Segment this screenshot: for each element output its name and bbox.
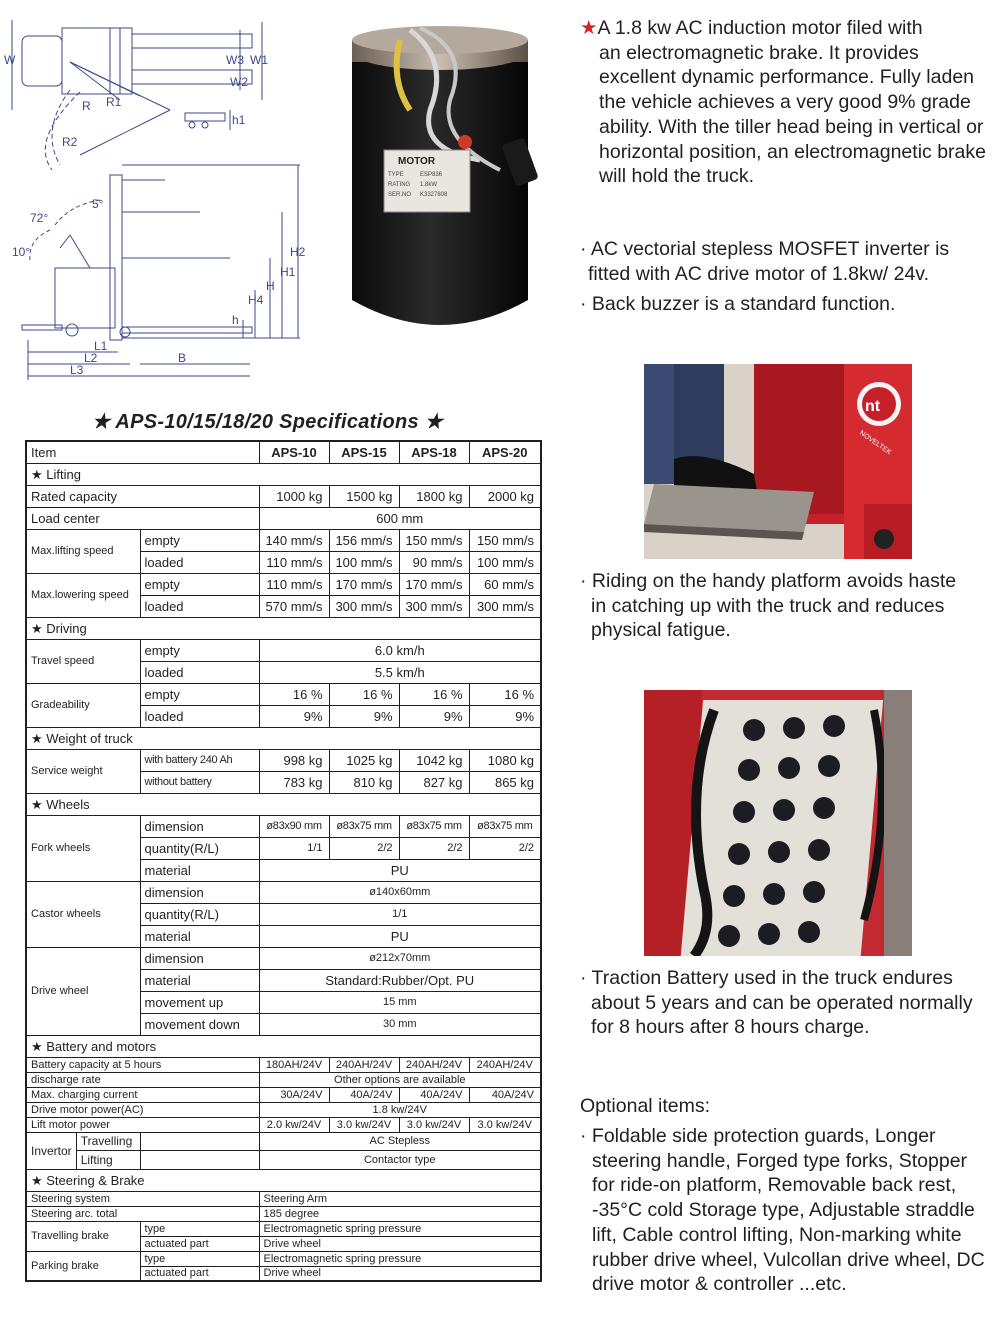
section-row <box>26 1035 541 1057</box>
red-star-icon: ★ <box>580 17 598 39</box>
table-row <box>26 1102 541 1117</box>
cell-value: 1500 kg <box>329 485 399 507</box>
dim-w3: W3 <box>226 53 244 67</box>
dim-angle-10: 10° <box>12 245 31 259</box>
section-wheels: ★ Wheels <box>26 793 541 815</box>
cell-value: 180AH/24V <box>259 1057 329 1072</box>
cell-value: ø83x90 mm <box>259 815 329 837</box>
cell-value: 2/2 <box>469 837 541 859</box>
row-label: Lift motor power <box>26 1117 259 1132</box>
table-row <box>26 683 541 705</box>
sub-label: empty <box>140 683 259 705</box>
cell-value: 240AH/24V <box>329 1057 399 1072</box>
row-label: Gradeability <box>26 683 140 727</box>
cell-value: 30 mm <box>259 1013 541 1035</box>
cell-value: 240AH/24V <box>399 1057 469 1072</box>
sub-label: loaded <box>140 705 259 727</box>
table-row <box>26 1221 541 1236</box>
cell-value: 9% <box>399 705 469 727</box>
dim-h1-top: h1 <box>232 113 246 127</box>
cell-value: 110 mm/s <box>259 551 329 573</box>
motor-plate-rating: RATING <box>388 182 411 188</box>
sub-label: actuated part <box>140 1266 259 1281</box>
cell-value: 110 mm/s <box>259 573 329 595</box>
table-row <box>26 529 541 551</box>
cell-value: Electromagnetic spring pressure <box>259 1251 541 1266</box>
sub-label: loaded <box>140 661 259 683</box>
cell-value: 3.0 kw/24V <box>469 1117 541 1132</box>
row-label: Drive motor power(AC) <box>26 1102 259 1117</box>
dim-w1: W1 <box>250 53 268 67</box>
inverter-feature-rest: fitted with AC drive motor of 1.8kw/ 24v. <box>588 262 930 285</box>
dim-w2: W2 <box>230 75 248 89</box>
motor-plate-rating-value: 1.8kW <box>420 182 438 188</box>
table-row <box>26 573 541 595</box>
spacer <box>140 1151 259 1170</box>
cell-value: Drive wheel <box>259 1236 541 1251</box>
section-row <box>26 617 541 639</box>
table-row <box>26 441 541 463</box>
sub-label: dimension <box>140 881 259 903</box>
cell-value: 100 mm/s <box>469 551 541 573</box>
cell-value: Steering Arm <box>259 1191 541 1206</box>
cell-value: 865 kg <box>469 771 541 793</box>
sub-label: with battery 240 Ah <box>140 749 259 771</box>
table-row <box>26 1087 541 1102</box>
cell-value: 5.5 km/h <box>259 661 541 683</box>
row-label: Max. charging current <box>26 1087 259 1102</box>
cell-value: 998 kg <box>259 749 329 771</box>
row-label: Battery capacity at 5 hours <box>26 1057 259 1072</box>
battery-feature-rest: about 5 years and can be operated normally for 8 hours after 8 hours charge. <box>591 991 973 1039</box>
cell-value: 15 mm <box>259 991 541 1013</box>
cell-value: 9% <box>469 705 541 727</box>
table-row <box>27 1133 140 1151</box>
cell-value: 40A/24V <box>329 1087 399 1102</box>
header-model: APS-15 <box>329 441 399 463</box>
battery-feature-text <box>580 966 990 1040</box>
top-view-drive-unit <box>22 36 62 86</box>
row-label: discharge rate <box>26 1072 259 1087</box>
cell-value: 6.0 km/h <box>259 639 541 661</box>
table-row <box>26 749 541 771</box>
dim-h2: H2 <box>290 245 306 259</box>
cell-value: 600 mm <box>259 507 541 529</box>
motor-feature-rest: an electromagnetic brake. It provides excellent dynamic performance. Fully laden the vehicle achieves a very good 9% grade ability. With the tiller head being in vertical or horizontal position, an electromagnetic brake will hold the truck. <box>599 41 986 188</box>
cell-value: AC Stepless <box>259 1132 541 1151</box>
cell-value: 3.0 kw/24V <box>399 1117 469 1132</box>
cell-value: 16 % <box>469 683 541 705</box>
sub-label: actuated part <box>140 1236 259 1251</box>
row-label: Parking brake <box>26 1251 140 1281</box>
sub-label: Travelling <box>76 1133 139 1151</box>
section-battery: ★ Battery and motors <box>26 1035 541 1057</box>
cell-value: 2/2 <box>329 837 399 859</box>
cell-value: Electromagnetic spring pressure <box>259 1221 541 1236</box>
cell-value: Contactor type <box>259 1151 541 1170</box>
dim-angle-72: 72° <box>30 211 49 225</box>
dim-h1: H1 <box>280 265 296 279</box>
dim-r: R <box>82 99 91 113</box>
sub-label: loaded <box>140 551 259 573</box>
cell-value: ø83x75 mm <box>329 815 399 837</box>
section-row <box>26 1169 541 1191</box>
sub-label: type <box>140 1251 259 1266</box>
cell-value: 170 mm/s <box>329 573 399 595</box>
spec-title: ★ APS-10/15/18/20 Specifications ★ <box>92 411 444 433</box>
sub-label: empty <box>140 529 259 551</box>
invertor-cell <box>26 1132 140 1169</box>
optional-items-text <box>580 1124 995 1297</box>
dim-r1: R1 <box>106 95 122 109</box>
cell-value: 140 mm/s <box>259 529 329 551</box>
cell-value: 1025 kg <box>329 749 399 771</box>
table-row <box>26 1132 541 1151</box>
row-label: Load center <box>26 507 259 529</box>
motor-feature-first-line: A 1.8 kw AC induction motor filed with <box>597 17 923 39</box>
cell-value: 1042 kg <box>399 749 469 771</box>
cell-value: 1/1 <box>259 903 541 925</box>
sub-label: material <box>140 859 259 881</box>
motor-photo <box>340 20 540 340</box>
row-label: Steering system <box>26 1191 259 1206</box>
section-steering: ★ Steering & Brake <box>26 1169 541 1191</box>
header-model: APS-18 <box>399 441 469 463</box>
cell-value: 300 mm/s <box>329 595 399 617</box>
cell-value: 240AH/24V <box>469 1057 541 1072</box>
sub-label: quantity(R/L) <box>140 837 259 859</box>
sub-label: material <box>140 969 259 991</box>
cell-value: 2/2 <box>399 837 469 859</box>
cell-value: 100 mm/s <box>329 551 399 573</box>
optional-items-first-line: · Foldable side protection guards, Longer <box>580 1125 936 1147</box>
section-row <box>26 793 541 815</box>
cell-value: 3.0 kw/24V <box>329 1117 399 1132</box>
sub-label: empty <box>140 573 259 595</box>
motor-feature-text <box>580 16 990 189</box>
side-view-mast <box>110 175 122 340</box>
cell-value: 40A/24V <box>469 1087 541 1102</box>
cell-value: 1800 kg <box>399 485 469 507</box>
table-row <box>26 881 541 903</box>
cell-value: 150 mm/s <box>469 529 541 551</box>
spec-table <box>25 440 542 1282</box>
table-row <box>26 1251 541 1266</box>
platform-logo-mark: nt <box>865 398 881 415</box>
table-row <box>26 1191 541 1206</box>
dim-w: W <box>4 53 16 67</box>
section-driving: ★ Driving <box>26 617 541 639</box>
platform-feature-first-line: · Riding on the handy platform avoids haste <box>580 570 957 592</box>
sub-label: movement up <box>140 991 259 1013</box>
cell-value: 1080 kg <box>469 749 541 771</box>
cell-value: 2000 kg <box>469 485 541 507</box>
cell-value: 9% <box>329 705 399 727</box>
header-item: Item <box>26 441 259 463</box>
cell-value: 16 % <box>259 683 329 705</box>
sub-label: type <box>140 1221 259 1236</box>
table-row <box>26 815 541 837</box>
side-view-body <box>55 268 115 328</box>
buzzer-feature-text: · Back buzzer is a standard function. <box>580 293 896 315</box>
table-row <box>26 485 541 507</box>
row-label: Fork wheels <box>26 815 140 881</box>
top-view-body <box>62 28 132 94</box>
cell-value: 16 % <box>399 683 469 705</box>
cell-value: ø83x75 mm <box>469 815 541 837</box>
motor-plate-type-value: ESP836 <box>420 172 443 178</box>
cell-value: 40A/24V <box>399 1087 469 1102</box>
table-row <box>26 507 541 529</box>
cell-value: 60 mm/s <box>469 573 541 595</box>
cell-value: Standard:Rubber/Opt. PU <box>259 969 541 991</box>
table-row <box>26 947 541 969</box>
platform-logo-text: NOVELTEK <box>858 429 893 457</box>
invertor-inner-table <box>27 1133 140 1169</box>
table-row <box>26 1072 541 1087</box>
sub-label: movement down <box>140 1013 259 1035</box>
row-label: Castor wheels <box>26 881 140 947</box>
cell-value: 1000 kg <box>259 485 329 507</box>
dimension-drawings <box>0 0 345 395</box>
platform-photo <box>644 364 912 559</box>
row-label: Invertor <box>27 1133 76 1169</box>
header-model: APS-20 <box>469 441 541 463</box>
cell-value: 300 mm/s <box>469 595 541 617</box>
inverter-feature-first-line: · AC vectorial stepless MOSFET inverter is <box>580 238 950 260</box>
dim-l2: L2 <box>84 351 98 365</box>
cell-value: 90 mm/s <box>399 551 469 573</box>
sub-label: empty <box>140 639 259 661</box>
section-lifting: ★ Lifting <box>26 463 541 485</box>
section-row <box>26 727 541 749</box>
dim-l1: L1 <box>94 339 108 353</box>
dim-b: B <box>178 351 187 365</box>
cell-value: 156 mm/s <box>329 529 399 551</box>
dim-l3: L3 <box>70 363 84 377</box>
table-row <box>26 1206 541 1221</box>
motor-plate-type: TYPE <box>388 172 404 178</box>
row-label: Steering arc. total <box>26 1206 259 1221</box>
table-row <box>26 1117 541 1132</box>
cell-value: 300 mm/s <box>399 595 469 617</box>
cell-value: 30A/24V <box>259 1087 329 1102</box>
sub-label: without battery <box>140 771 259 793</box>
cell-value: 570 mm/s <box>259 595 329 617</box>
top-view-fork-upper <box>132 34 252 48</box>
row-label: Drive wheel <box>26 947 140 1035</box>
table-row <box>26 639 541 661</box>
dim-angle-5: 5° <box>92 197 104 211</box>
table-row <box>26 1057 541 1072</box>
cell-value: 1.8 kw/24V <box>259 1102 541 1117</box>
cell-value: 783 kg <box>259 771 329 793</box>
optional-items-rest: steering handle, Forged type forks, Stopper for ride-on platform, Removable back rest, -35°C cold Storage type, Adjustable straddle lift, Cable control lifting, Non-marking white rubber drive wheel, Vulcollan drive wheel, DC drive motor & controller ...etc. <box>592 1149 985 1296</box>
sub-label: dimension <box>140 815 259 837</box>
sub-label: Lifting <box>80 1152 113 1167</box>
cell-value: 810 kg <box>329 771 399 793</box>
cell-value: 16 % <box>329 683 399 705</box>
cell-value: 2.0 kw/24V <box>259 1117 329 1132</box>
cell-value: 827 kg <box>399 771 469 793</box>
motor-plate-serial: SER.NO <box>388 192 412 198</box>
cell-value: Drive wheel <box>259 1266 541 1281</box>
platform-feature-rest: in catching up with the truck and reduces physical fatigue. <box>591 594 945 642</box>
row-label: Max.lowering speed <box>26 573 140 617</box>
row-label: Max.lifting speed <box>26 529 140 573</box>
cell-value: ø83x75 mm <box>399 815 469 837</box>
cell-value: 9% <box>259 705 329 727</box>
cell-value: ø140x60mm <box>259 881 541 903</box>
row-label: Service weight <box>26 749 140 793</box>
cell-value: ø212x70mm <box>259 947 541 969</box>
battery-photo <box>644 690 912 956</box>
header-model: APS-10 <box>259 441 329 463</box>
row-label: Travel speed <box>26 639 140 683</box>
cell-value: Other options are available <box>259 1072 541 1087</box>
inverter-feature-text <box>580 237 990 286</box>
section-weight: ★ Weight of truck <box>26 727 541 749</box>
dim-h4: H4 <box>248 293 264 307</box>
motor-plate-title: MOTOR <box>398 156 436 167</box>
cell-value: PU <box>259 925 541 947</box>
dim-h-small: h <box>232 313 239 327</box>
spacer <box>140 1132 259 1151</box>
dim-r2: R2 <box>62 135 78 149</box>
row-label: Rated capacity <box>26 485 259 507</box>
cell-value: 170 mm/s <box>399 573 469 595</box>
motor-plate-serial-value: K3327808 <box>420 192 448 198</box>
sub-label: loaded <box>140 595 259 617</box>
sub-label: dimension <box>140 947 259 969</box>
sub-label: material <box>140 925 259 947</box>
cell-value: 150 mm/s <box>399 529 469 551</box>
cell-value: PU <box>259 859 541 881</box>
sub-label: quantity(R/L) <box>140 903 259 925</box>
cell-value: 185 degree <box>259 1206 541 1221</box>
row-label: Travelling brake <box>26 1221 140 1251</box>
platform-feature-text <box>580 569 990 643</box>
dim-h: H <box>266 279 275 293</box>
section-row <box>26 463 541 485</box>
battery-feature-first-line: · Traction Battery used in the truck endures <box>580 967 953 989</box>
optional-items-title: Optional items: <box>580 1095 711 1117</box>
cell-value: 1/1 <box>259 837 329 859</box>
